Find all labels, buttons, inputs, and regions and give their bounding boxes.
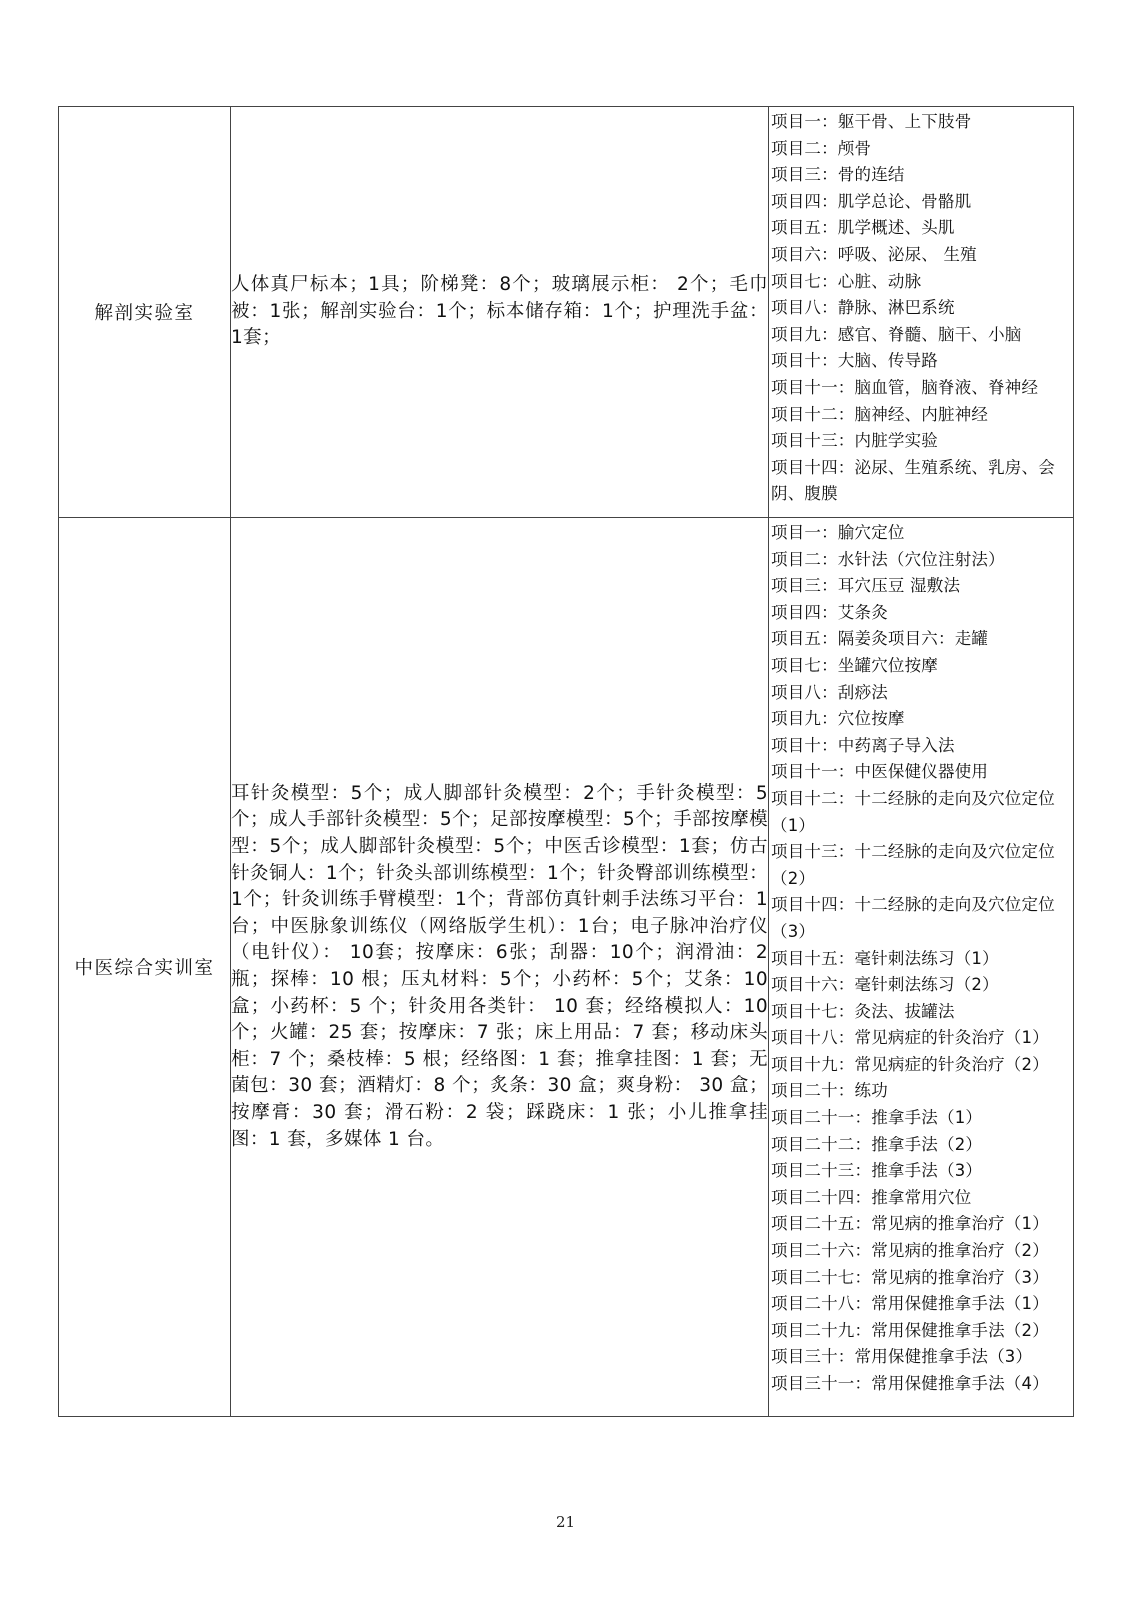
project-item: 项目二：水针法（穴位注射法） [771, 549, 1005, 569]
project-item: 项目二十：练功 [771, 1081, 888, 1101]
project-item: 项目十三：内脏学实验 [771, 431, 938, 451]
room-name-cell: 解剖实验室 [59, 107, 231, 518]
project-item: 项目二十四：推拿常用穴位 [771, 1187, 972, 1207]
project-item: 项目二十九：常用保健推拿手法（2） [771, 1320, 1049, 1340]
project-item: 项目六：呼吸、泌尿、 生殖 [771, 244, 977, 264]
project-item: 项目三十：常用保健推拿手法（3） [771, 1347, 1033, 1367]
project-item: 项目八：静脉、淋巴系统 [771, 298, 955, 318]
project-item: 项目九：穴位按摩 [771, 709, 905, 729]
project-list [769, 107, 1073, 508]
project-item: 项目四：艾条灸 [771, 602, 888, 622]
project-item: 项目十八：常见病症的针灸治疗（1） [771, 1028, 1049, 1048]
project-item: 项目十一：脑血管，脑脊液、脊神经 [771, 377, 1039, 397]
project-item: 项目十三：十二经脉的走向及穴位定位（2） [771, 842, 1055, 888]
project-item: 项目三：骨的连结 [771, 165, 905, 185]
project-item: 项目一：腧穴定位 [771, 523, 905, 542]
project-item: 项目二十五：常见病的推拿治疗（1） [771, 1214, 1049, 1234]
project-item: 项目十六：毫针刺法练习（2） [771, 975, 999, 995]
project-item: 项目十一：中医保健仪器使用 [771, 762, 989, 782]
project-item: 项目四：肌学总论、骨骼肌 [771, 191, 972, 211]
project-item: 项目七：心脏、动脉 [771, 271, 922, 291]
project-item: 项目十二：十二经脉的走向及穴位定位（1） [771, 788, 1055, 835]
project-item: 项目八：刮痧法 [771, 682, 888, 702]
equipment-cell: 人体真尸标本；1具；阶梯凳：8个；玻璃展示柜： 2个；毛巾被：1张；解剖实验台：1个；标本储存箱：1个；护理洗手盆：1套； [231, 107, 769, 518]
project-item: 项目十：中药离子导入法 [771, 735, 955, 755]
projects-cell [769, 518, 1074, 1417]
project-item: 项目二十三：推拿手法（3） [771, 1161, 983, 1181]
room-name-cell: 中医综合实训室 [59, 518, 231, 1417]
projects-cell [769, 107, 1074, 518]
project-item: 项目二：颅骨 [771, 138, 872, 158]
project-item: 项目五：隔姜灸项目六：走罐 [771, 629, 989, 649]
project-item: 项目七：坐罐穴位按摩 [771, 655, 938, 675]
project-item: 项目十七：灸法、拔罐法 [771, 1001, 955, 1021]
table-row [59, 107, 1074, 518]
project-item: 项目五：肌学概述、头肌 [771, 218, 955, 238]
project-item: 项目十二：脑神经、内脏神经 [771, 404, 989, 424]
page-number: 21 [555, 1513, 576, 1531]
table-row [59, 518, 1074, 1417]
project-item: 项目二十八：常用保健推拿手法（1） [771, 1294, 1049, 1314]
project-item: 项目十四：十二经脉的走向及穴位定位（3） [771, 895, 1055, 941]
project-item: 项目九：感官、脊髓、脑干、小脑 [771, 324, 1022, 344]
project-item: 项目十九：常见病症的针灸治疗（2） [771, 1054, 1049, 1074]
lab-equipment-table [58, 106, 1074, 1417]
project-item: 项目二十二：推拿手法（2） [771, 1134, 983, 1154]
project-list [769, 518, 1073, 1398]
project-item: 项目一：躯干骨、上下肢骨 [771, 112, 972, 131]
project-item: 项目三：耳穴压豆 湿敷法 [771, 576, 961, 596]
project-item: 项目三十一：常用保健推拿手法（4） [771, 1374, 1049, 1393]
project-item: 项目十四：泌尿、生殖系统、乳房、会阴、腹膜 [771, 457, 1055, 504]
project-item: 项目二十六：常见病的推拿治疗（2） [771, 1241, 1049, 1261]
project-item: 项目十：大脑、传导路 [771, 351, 938, 371]
project-item: 项目十五：毫针刺法练习（1） [771, 948, 999, 968]
project-item: 项目二十七：常见病的推拿治疗（3） [771, 1267, 1049, 1287]
project-item: 项目二十一：推拿手法（1） [771, 1108, 983, 1128]
equipment-cell: 耳针灸模型：5个；成人脚部针灸模型：2个；手针灸模型：5个；成人手部针灸模型：5个；足部按摩模型：5个；手部按摩模型：5个；成人脚部针灸模型：5个；中医舌诊模型：1套；仿古针灸铜人：1个；针灸头部训练模型：1个；针灸臀部训练模型：1个；针灸训练手臂模型：1个；背部仿真针刺手法练习平台：1台；中医脉象训练仪（网络版学生机）：1台；电子脉冲治疗仪（电针仪）： 10套；按摩床：6张；刮器：10个；润滑油：2瓶；探棒：10 根；压丸材料：5个；小药杯：5个；艾条：10 盒；小药杯：5 个；针灸用各类针： 10 套；经络模拟人：10 个；火罐：25 套；按摩床：7 张；床上用品：7 套；移动床头柜：7 个；桑枝棒：5 根；经络图：1 套；推拿挂图：1 套；无菌包：30 套；酒精灯：8 个；炙条：30 盒；爽身粉： 30 盒；按摩膏：30 套；滑石粉：2 袋；踩跷床：1 张；小儿推拿挂图：1 套，多媒体 1 台。 [231, 518, 769, 1417]
